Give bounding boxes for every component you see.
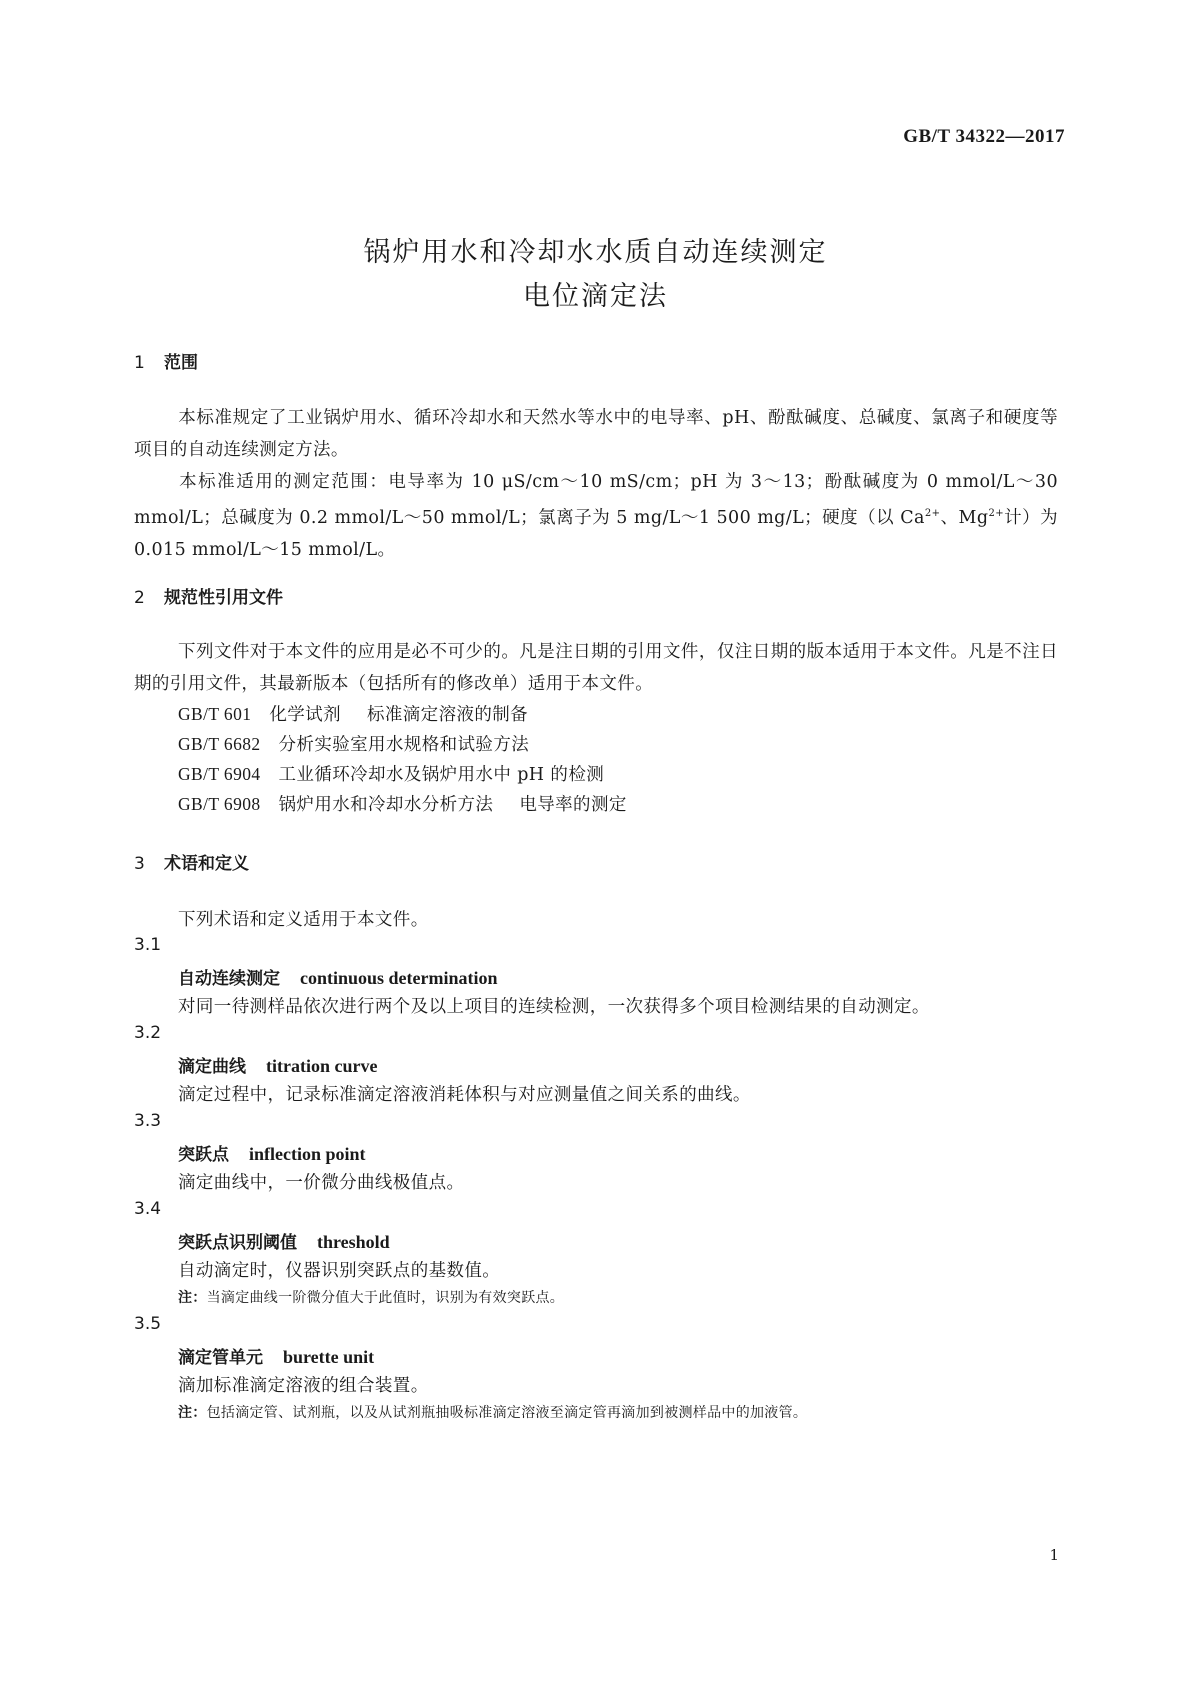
term-name: 滴定曲线 titration curve: [178, 1056, 378, 1077]
section-2-intro: 下列文件对于本文件的应用是必不可少的。凡是注日期的引用文件，仅注日期的版本适用于本文件。凡是不注日期的引用文件，其最新版本（包括所有的修改单）适用于本文件。: [134, 642, 1058, 694]
term-name: 突跃点 inflection point: [178, 1144, 366, 1165]
section-1-paragraph-1: 本标准规定了工业锅炉用水、循环冷却水和天然水等水中的电导率、pH、酚酞碱度、总碱度、氯离子和硬度等项目的自动连续测定方法。: [134, 408, 1058, 460]
section-2-title: 规范性引用文件: [164, 588, 283, 608]
section-1-paragraph-2: 本标准适用的测定范围：电导率为 10 μS/cm～10 mS/cm；pH 为 3～13；酚酞碱度为 0 mmol/L～30 mmol/L；总碱度为 0.2 mmol/L～50 mmol/L；氯离子为 5 mg/L～1 500 mg/L；硬度（以 $Ca^{2+}$、$Mg^{2+}$计）为 0.015 mmol/L～15 mmol/L。: [134, 472, 1059, 560]
section-3-title: 术语和定义: [164, 854, 249, 874]
section-3-intro: 下列术语和定义适用于本文件。: [178, 910, 429, 930]
term-definition: 滴定过程中，记录标准滴定溶液消耗体积与对应测量值之间关系的曲线。: [178, 1085, 751, 1105]
section-1-number: 1: [134, 353, 145, 373]
reference-item: GB/T 6908 锅炉用水和冷却水分析方法 电导率的测定: [178, 794, 627, 815]
reference-item: GB/T 6682 分析实验室用水规格和试验方法: [178, 734, 530, 755]
section-3-heading: [134, 849, 249, 874]
section-1-title: 范围: [164, 353, 198, 373]
title-line-1: 锅炉用水和冷却水水质自动连续测定: [363, 237, 828, 268]
section-2-number: 2: [134, 588, 145, 608]
term-note: 注：当滴定曲线一阶微分值大于此值时，识别为有效突跃点。: [178, 1290, 565, 1306]
term-name: 突跃点识别阈值 threshold: [178, 1232, 390, 1253]
standard-code: GB/T 34322—2017: [903, 126, 1065, 147]
term-number: 3.4: [134, 1199, 162, 1219]
term-name: 自动连续测定 continuous determination: [178, 968, 498, 989]
term-number: 3.2: [134, 1023, 162, 1043]
page-number: 1: [1049, 1546, 1059, 1564]
term-definition: 对同一待测样品依次进行两个及以上项目的连续检测，一次获得多个项目检测结果的自动测定。: [178, 997, 930, 1017]
term-definition: 滴加标准滴定溶液的组合装置。: [178, 1376, 429, 1396]
section-3-number: 3: [134, 854, 145, 874]
reference-item: GB/T 6904 工业循环冷却水及锅炉用水中 pH 的检测: [178, 764, 605, 785]
reference-item: GB/T 601 化学试剂 标准滴定溶液的制备: [178, 704, 529, 725]
term-number: 3.3: [134, 1111, 162, 1131]
term-number: 3.5: [134, 1314, 162, 1334]
title-line-2: 电位滴定法: [523, 281, 668, 312]
term-definition: 自动滴定时，仪器识别突跃点的基数值。: [178, 1261, 501, 1281]
term-note: 注：包括滴定管、试剂瓶，以及从试剂瓶抽吸标准滴定溶液至滴定管再滴加到被测样品中的加液管。: [178, 1405, 808, 1421]
term-name: 滴定管单元 burette unit: [178, 1347, 375, 1368]
section-1-heading: [134, 348, 198, 373]
term-number: 3.1: [134, 935, 162, 955]
term-definition: 滴定曲线中，一价微分曲线极值点。: [178, 1173, 465, 1193]
section-2-heading: [134, 583, 283, 608]
